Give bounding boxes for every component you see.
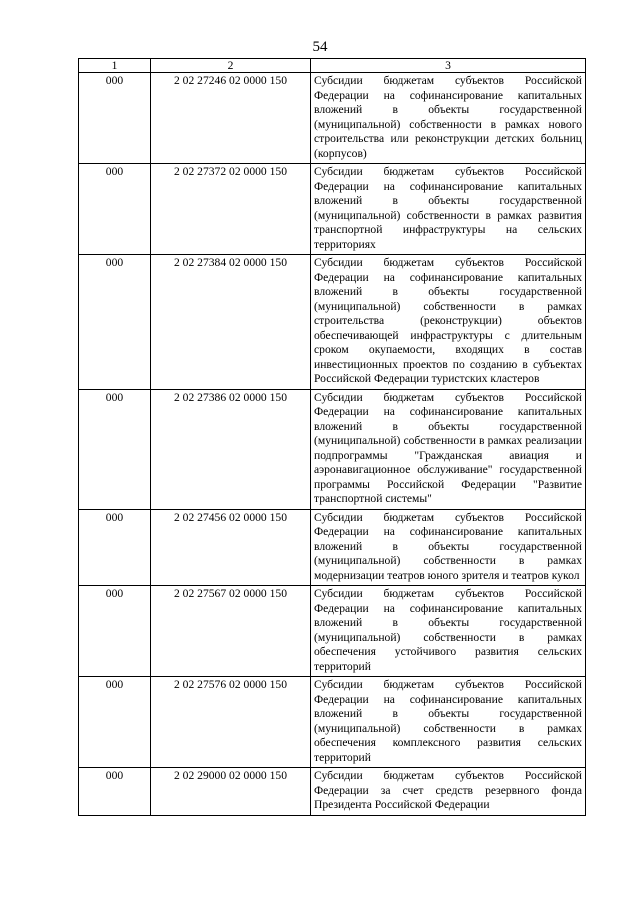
table-row [79,677,586,768]
column-header-3: 3 [311,59,586,73]
admin-code-cell: 000 [79,586,151,677]
admin-code-cell: 000 [79,255,151,390]
column-header-2: 2 [151,59,311,73]
income-code-cell: 2 02 27372 02 0000 150 [151,164,311,255]
budget-classification-table [78,58,586,816]
description-cell: Субсидии бюджетам субъектов Российской Федерации за счет средств резервного фонда Президента Российской Федерации [311,768,586,816]
income-code-cell: 2 02 27576 02 0000 150 [151,677,311,768]
table-header-row [79,59,586,73]
income-code-cell: 2 02 27386 02 0000 150 [151,389,311,509]
admin-code-cell: 000 [79,164,151,255]
table-row [79,586,586,677]
description-cell: Субсидии бюджетам субъектов Российской Федерации на софинансирование капитальных вложений в объекты государственной (муниципальной) собственности в рамках нового строительства или реконструкции детских больниц (корпусов) [311,73,586,164]
table-row [79,389,586,509]
description-cell: Субсидии бюджетам субъектов Российской Федерации на софинансирование капитальных вложений в объекты государственной (муниципальной) собственности в рамках обеспечения устойчивого развития сельских территорий [311,586,586,677]
description-cell: Субсидии бюджетам субъектов Российской Федерации на софинансирование капитальных вложений в объекты государственной (муниципальной) собственности в рамках обеспечения комплексного развития сельских территорий [311,677,586,768]
income-code-cell: 2 02 27456 02 0000 150 [151,509,311,586]
income-code-cell: 2 02 27246 02 0000 150 [151,73,311,164]
description-cell: Субсидии бюджетам субъектов Российской Федерации на софинансирование капитальных вложений в объекты государственной (муниципальной) собственности в рамках развития транспортной инфраструктуры на сельских территориях [311,164,586,255]
admin-code-cell: 000 [79,389,151,509]
description-cell: Субсидии бюджетам субъектов Российской Федерации на софинансирование капитальных вложений в объекты государственной (муниципальной) собственности в рамках строительства (реконструкции) объектов обеспечивающей инфраструктуры с длительным сроком окупаемости, входящих в состав инвестиционных проектов по созданию в субъектах Российской Федерации туристских кластеров [311,255,586,390]
admin-code-cell: 000 [79,509,151,586]
admin-code-cell: 000 [79,768,151,816]
table-row [79,164,586,255]
table-row [79,73,586,164]
description-cell: Субсидии бюджетам субъектов Российской Федерации на софинансирование капитальных вложений в объекты государственной (муниципальной) собственности в рамках реализации подпрограммы "Гражданская авиация и аэронавигационное обслуживание" государственной программы Российской Федерации "Развитие транспортной системы" [311,389,586,509]
description-cell: Субсидии бюджетам субъектов Российской Федерации на софинансирование капитальных вложений в объекты государственной (муниципальной) собственности в рамках модернизации театров юного зрителя и театров кукол [311,509,586,586]
table-row [79,255,586,390]
income-code-cell: 2 02 29000 02 0000 150 [151,768,311,816]
admin-code-cell: 000 [79,677,151,768]
table-row [79,509,586,586]
table-row [79,768,586,816]
column-header-1: 1 [79,59,151,73]
page-number: 54 [312,39,328,55]
income-code-cell: 2 02 27384 02 0000 150 [151,255,311,390]
income-code-cell: 2 02 27567 02 0000 150 [151,586,311,677]
admin-code-cell: 000 [79,73,151,164]
